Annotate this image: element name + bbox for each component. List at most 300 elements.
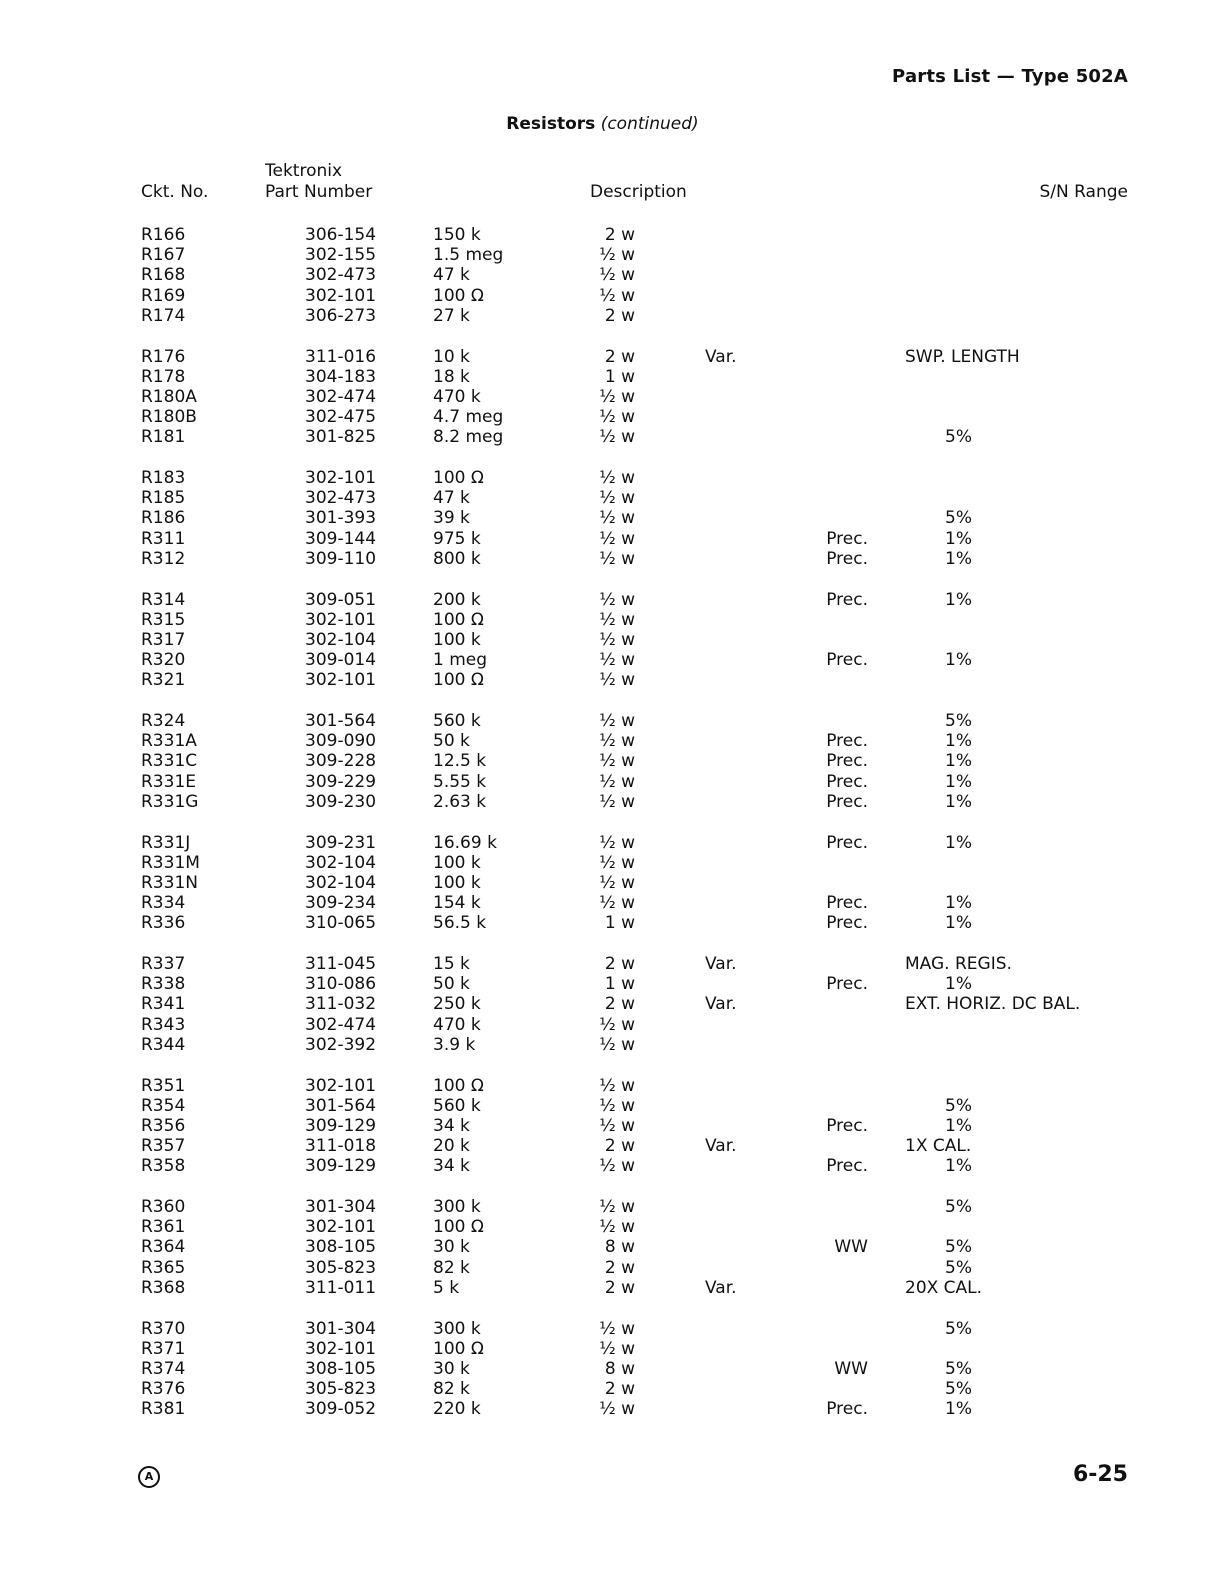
part-number: 302-101 bbox=[305, 1217, 377, 1238]
resistance-value: 18 k bbox=[433, 366, 470, 387]
tolerance: 5% bbox=[945, 1379, 972, 1400]
part-number: 306-273 bbox=[305, 305, 377, 326]
ckt-number: R331A bbox=[141, 731, 197, 752]
part-number: 309-014 bbox=[305, 650, 377, 671]
table-row bbox=[0, 427, 1205, 448]
ckt-number: R374 bbox=[141, 1358, 186, 1379]
ckt-number: R361 bbox=[141, 1217, 186, 1238]
section-title-main: Resistors bbox=[506, 114, 596, 134]
part-number: 302-101 bbox=[305, 609, 377, 630]
resistance-value: 100 Ω bbox=[433, 1217, 484, 1238]
part-number: 309-090 bbox=[305, 731, 377, 752]
resistance-value: 154 k bbox=[433, 893, 481, 914]
ckt-number: R358 bbox=[141, 1156, 186, 1177]
resistor-type: Prec. bbox=[826, 548, 868, 569]
resistance-value: 470 k bbox=[433, 1014, 481, 1035]
table-row bbox=[0, 306, 1205, 327]
part-number: 302-475 bbox=[305, 407, 377, 428]
tolerance: 5% bbox=[945, 1318, 972, 1339]
wattage: 2 w bbox=[604, 1257, 635, 1278]
tolerance: 1% bbox=[945, 974, 972, 995]
wattage: ½ w bbox=[599, 508, 635, 529]
part-number: 301-393 bbox=[305, 508, 377, 529]
ckt-number: R331G bbox=[141, 791, 199, 812]
ckt-number: R331J bbox=[141, 832, 191, 853]
table-row bbox=[0, 1076, 1205, 1097]
col-header-description: Description bbox=[590, 182, 687, 202]
part-number: 309-230 bbox=[305, 791, 377, 812]
tolerance: 1% bbox=[945, 528, 972, 549]
table-row bbox=[0, 853, 1205, 874]
ckt-number: R354 bbox=[141, 1095, 186, 1116]
wattage: ½ w bbox=[599, 245, 635, 266]
variable-flag: Var. bbox=[705, 1277, 737, 1298]
part-number: 301-564 bbox=[305, 1095, 377, 1116]
table-row bbox=[0, 549, 1205, 570]
wattage: 2 w bbox=[604, 305, 635, 326]
wattage: ½ w bbox=[599, 1338, 635, 1359]
part-number: 304-183 bbox=[305, 366, 377, 387]
resistor-type: Prec. bbox=[826, 832, 868, 853]
resistance-value: 30 k bbox=[433, 1237, 470, 1258]
tolerance: 1% bbox=[945, 589, 972, 610]
ckt-number: R331C bbox=[141, 751, 198, 772]
resistor-type: Prec. bbox=[826, 528, 868, 549]
ckt-number: R344 bbox=[141, 1034, 186, 1055]
table-row bbox=[0, 751, 1205, 772]
table-row bbox=[0, 508, 1205, 529]
part-number: 309-144 bbox=[305, 528, 377, 549]
resistance-value: 82 k bbox=[433, 1257, 470, 1278]
wattage: ½ w bbox=[599, 528, 635, 549]
ckt-number: R178 bbox=[141, 366, 186, 387]
part-number: 310-086 bbox=[305, 974, 377, 995]
table-row bbox=[0, 245, 1205, 266]
ckt-number: R337 bbox=[141, 954, 186, 974]
wattage: ½ w bbox=[599, 1115, 635, 1136]
wattage: ½ w bbox=[599, 751, 635, 772]
tolerance: 1% bbox=[945, 751, 972, 772]
wattage: ½ w bbox=[599, 1075, 635, 1096]
table-row bbox=[0, 286, 1205, 307]
table-row bbox=[0, 974, 1205, 995]
table-row bbox=[0, 893, 1205, 914]
wattage: ½ w bbox=[599, 650, 635, 671]
wattage: 2 w bbox=[604, 1136, 635, 1157]
resistance-value: 10 k bbox=[433, 346, 470, 367]
part-number: 301-304 bbox=[305, 1197, 377, 1217]
resistor-type: Prec. bbox=[826, 893, 868, 914]
resistance-value: 47 k bbox=[433, 488, 470, 509]
wattage: 1 w bbox=[604, 366, 635, 387]
tolerance: 1% bbox=[945, 1156, 972, 1177]
resistor-type: Prec. bbox=[826, 731, 868, 752]
ckt-number: R365 bbox=[141, 1257, 186, 1278]
ckt-number: R180B bbox=[141, 407, 197, 428]
wattage: ½ w bbox=[599, 488, 635, 509]
tolerance: 1% bbox=[945, 650, 972, 671]
table-row bbox=[0, 265, 1205, 286]
ckt-number: R356 bbox=[141, 1115, 186, 1136]
resistance-value: 100 Ω bbox=[433, 1075, 484, 1096]
table-row bbox=[0, 1339, 1205, 1360]
resistance-value: 300 k bbox=[433, 1197, 481, 1217]
table-row bbox=[0, 610, 1205, 631]
resistance-value: 100 Ω bbox=[433, 1338, 484, 1359]
wattage: 1 w bbox=[604, 913, 635, 934]
wattage: ½ w bbox=[599, 285, 635, 306]
section-title bbox=[0, 114, 1205, 134]
table-row bbox=[0, 1359, 1205, 1380]
ckt-number: R336 bbox=[141, 913, 186, 934]
part-number: 301-825 bbox=[305, 427, 377, 448]
tolerance: 1% bbox=[945, 731, 972, 752]
resistance-value: 560 k bbox=[433, 711, 481, 731]
part-number: 302-473 bbox=[305, 265, 377, 286]
resistance-value: 47 k bbox=[433, 265, 470, 286]
table-row bbox=[0, 994, 1205, 1015]
resistance-value: 100 k bbox=[433, 872, 481, 893]
resistance-value: 12.5 k bbox=[433, 751, 487, 772]
resistance-value: 100 Ω bbox=[433, 670, 484, 691]
part-number: 308-105 bbox=[305, 1237, 377, 1258]
part-number: 311-011 bbox=[305, 1277, 377, 1298]
ckt-number: R331N bbox=[141, 872, 198, 893]
table-row bbox=[0, 1096, 1205, 1117]
resistance-value: 220 k bbox=[433, 1399, 481, 1420]
part-number: 301-304 bbox=[305, 1318, 377, 1339]
table-row bbox=[0, 772, 1205, 793]
function-note: MAG. REGIS. bbox=[905, 954, 1012, 974]
variable-flag: Var. bbox=[705, 954, 737, 974]
tolerance: 5% bbox=[945, 1237, 972, 1258]
wattage: ½ w bbox=[599, 548, 635, 569]
tolerance: 1% bbox=[945, 548, 972, 569]
part-number: 309-051 bbox=[305, 589, 377, 610]
part-number: 302-473 bbox=[305, 488, 377, 509]
wattage: 2 w bbox=[604, 225, 635, 245]
table-row bbox=[0, 792, 1205, 813]
part-number: 302-101 bbox=[305, 1075, 377, 1096]
ckt-number: R331M bbox=[141, 852, 200, 873]
wattage: 1 w bbox=[604, 974, 635, 995]
resistance-value: 39 k bbox=[433, 508, 470, 529]
tolerance: 1% bbox=[945, 893, 972, 914]
resistance-value: 27 k bbox=[433, 305, 470, 326]
part-number: 309-110 bbox=[305, 548, 377, 569]
table-row bbox=[0, 1116, 1205, 1137]
part-number: 301-564 bbox=[305, 711, 377, 731]
tolerance: 1% bbox=[945, 1399, 972, 1420]
resistor-type: Prec. bbox=[826, 1115, 868, 1136]
tolerance: 1% bbox=[945, 1115, 972, 1136]
ckt-number: R174 bbox=[141, 305, 186, 326]
part-number: 309-231 bbox=[305, 832, 377, 853]
resistor-type: WW bbox=[834, 1358, 868, 1379]
wattage: ½ w bbox=[599, 711, 635, 731]
tolerance: 5% bbox=[945, 1257, 972, 1278]
ckt-number: R315 bbox=[141, 609, 186, 630]
tolerance: 1% bbox=[945, 771, 972, 792]
part-number: 302-101 bbox=[305, 285, 377, 306]
col-header-ckt-no: Ckt. No. bbox=[141, 182, 209, 202]
resistance-value: 50 k bbox=[433, 731, 470, 752]
wattage: 2 w bbox=[604, 346, 635, 367]
variable-flag: Var. bbox=[705, 1136, 737, 1157]
wattage: ½ w bbox=[599, 386, 635, 407]
running-header: Parts List — Type 502A bbox=[892, 66, 1128, 87]
wattage: ½ w bbox=[599, 1095, 635, 1116]
table-row bbox=[0, 954, 1205, 975]
table-row bbox=[0, 529, 1205, 550]
ckt-number: R357 bbox=[141, 1136, 186, 1157]
wattage: 8 w bbox=[604, 1237, 635, 1258]
resistor-type: Prec. bbox=[826, 771, 868, 792]
wattage: ½ w bbox=[599, 1034, 635, 1055]
part-number: 311-045 bbox=[305, 954, 377, 974]
table-row bbox=[0, 1399, 1205, 1420]
part-number: 311-032 bbox=[305, 994, 377, 1015]
part-number: 302-474 bbox=[305, 1014, 377, 1035]
table-row bbox=[0, 913, 1205, 934]
wattage: ½ w bbox=[599, 731, 635, 752]
wattage: 2 w bbox=[604, 1379, 635, 1400]
resistance-value: 470 k bbox=[433, 386, 481, 407]
table-row bbox=[0, 1015, 1205, 1036]
resistance-value: 4.7 meg bbox=[433, 407, 504, 428]
table-row bbox=[0, 1035, 1205, 1056]
wattage: ½ w bbox=[599, 609, 635, 630]
wattage: 2 w bbox=[604, 954, 635, 974]
wattage: ½ w bbox=[599, 629, 635, 650]
ckt-number: R186 bbox=[141, 508, 186, 529]
part-number: 309-129 bbox=[305, 1115, 377, 1136]
part-number: 309-234 bbox=[305, 893, 377, 914]
wattage: ½ w bbox=[599, 872, 635, 893]
part-number: 306-154 bbox=[305, 225, 377, 245]
resistance-value: 100 Ω bbox=[433, 285, 484, 306]
col-header-part-line1: Tektronix bbox=[265, 161, 343, 181]
wattage: ½ w bbox=[599, 791, 635, 812]
wattage: 8 w bbox=[604, 1358, 635, 1379]
tolerance: 5% bbox=[945, 1197, 972, 1217]
resistor-type: Prec. bbox=[826, 751, 868, 772]
ckt-number: R331E bbox=[141, 771, 197, 792]
part-number: 309-052 bbox=[305, 1399, 377, 1420]
ckt-number: R338 bbox=[141, 974, 186, 995]
ckt-number: R368 bbox=[141, 1277, 186, 1298]
wattage: 2 w bbox=[604, 1277, 635, 1298]
resistor-type: WW bbox=[834, 1237, 868, 1258]
table-row bbox=[0, 630, 1205, 651]
part-number: 305-823 bbox=[305, 1257, 377, 1278]
table-row bbox=[0, 387, 1205, 408]
ckt-number: R181 bbox=[141, 427, 186, 448]
wattage: ½ w bbox=[599, 265, 635, 286]
ckt-number: R317 bbox=[141, 629, 186, 650]
part-number: 305-823 bbox=[305, 1379, 377, 1400]
resistance-value: 800 k bbox=[433, 548, 481, 569]
table-row bbox=[0, 468, 1205, 489]
part-number: 302-101 bbox=[305, 1338, 377, 1359]
resistor-type: Prec. bbox=[826, 974, 868, 995]
part-number: 311-016 bbox=[305, 346, 377, 367]
table-row bbox=[0, 1278, 1205, 1299]
ckt-number: R376 bbox=[141, 1379, 186, 1400]
ckt-number: R185 bbox=[141, 488, 186, 509]
wattage: 2 w bbox=[604, 994, 635, 1015]
ckt-number: R343 bbox=[141, 1014, 186, 1035]
resistance-value: 2.63 k bbox=[433, 791, 487, 812]
ckt-number: R176 bbox=[141, 346, 186, 367]
table-row bbox=[0, 367, 1205, 388]
wattage: ½ w bbox=[599, 1014, 635, 1035]
wattage: ½ w bbox=[599, 670, 635, 691]
resistance-value: 975 k bbox=[433, 528, 481, 549]
ckt-number: R371 bbox=[141, 1338, 186, 1359]
resistance-value: 82 k bbox=[433, 1379, 470, 1400]
wattage: ½ w bbox=[599, 407, 635, 428]
resistance-value: 250 k bbox=[433, 994, 481, 1015]
resistance-value: 100 Ω bbox=[433, 468, 484, 488]
variable-flag: Var. bbox=[705, 346, 737, 367]
variable-flag: Var. bbox=[705, 994, 737, 1015]
table-row bbox=[0, 590, 1205, 611]
wattage: ½ w bbox=[599, 468, 635, 488]
table-row bbox=[0, 1197, 1205, 1218]
wattage: ½ w bbox=[599, 1197, 635, 1217]
resistance-value: 100 Ω bbox=[433, 609, 484, 630]
ckt-number: R312 bbox=[141, 548, 186, 569]
resistance-value: 200 k bbox=[433, 589, 481, 610]
table-row bbox=[0, 225, 1205, 246]
ckt-number: R324 bbox=[141, 711, 186, 731]
part-number: 308-105 bbox=[305, 1358, 377, 1379]
tolerance: 5% bbox=[945, 427, 972, 448]
resistor-type: Prec. bbox=[826, 1156, 868, 1177]
table-row bbox=[0, 347, 1205, 368]
wattage: ½ w bbox=[599, 832, 635, 853]
resistance-value: 150 k bbox=[433, 225, 481, 245]
resistance-value: 30 k bbox=[433, 1358, 470, 1379]
resistance-value: 5.55 k bbox=[433, 771, 487, 792]
wattage: ½ w bbox=[599, 1318, 635, 1339]
part-number: 302-101 bbox=[305, 670, 377, 691]
ckt-number: R351 bbox=[141, 1075, 186, 1096]
table-row bbox=[0, 1136, 1205, 1157]
resistor-type: Prec. bbox=[826, 1399, 868, 1420]
resistance-value: 56.5 k bbox=[433, 913, 487, 934]
tolerance: 5% bbox=[945, 1095, 972, 1116]
table-row bbox=[0, 670, 1205, 691]
part-number: 302-474 bbox=[305, 386, 377, 407]
resistance-value: 34 k bbox=[433, 1115, 470, 1136]
resistor-type: Prec. bbox=[826, 589, 868, 610]
tolerance: 1% bbox=[945, 913, 972, 934]
col-header-part-line2: Part Number bbox=[265, 182, 373, 202]
table-row bbox=[0, 1156, 1205, 1177]
function-note: EXT. HORIZ. DC BAL. bbox=[905, 994, 1081, 1015]
part-number: 309-229 bbox=[305, 771, 377, 792]
ckt-number: R311 bbox=[141, 528, 186, 549]
resistance-value: 8.2 meg bbox=[433, 427, 504, 448]
function-note: 1X CAL. bbox=[905, 1136, 972, 1157]
tolerance: 5% bbox=[945, 711, 972, 731]
ckt-number: R183 bbox=[141, 468, 186, 488]
function-note: 20X CAL. bbox=[905, 1277, 983, 1298]
part-number: 302-155 bbox=[305, 245, 377, 266]
resistor-type: Prec. bbox=[826, 913, 868, 934]
ckt-number: R168 bbox=[141, 265, 186, 286]
ckt-number: R360 bbox=[141, 1197, 186, 1217]
part-number: 309-129 bbox=[305, 1156, 377, 1177]
tolerance: 1% bbox=[945, 791, 972, 812]
ckt-number: R320 bbox=[141, 650, 186, 671]
resistance-value: 16.69 k bbox=[433, 832, 497, 853]
part-number: 302-101 bbox=[305, 468, 377, 488]
tolerance: 5% bbox=[945, 1358, 972, 1379]
table-row bbox=[0, 1258, 1205, 1279]
wattage: ½ w bbox=[599, 1156, 635, 1177]
table-row bbox=[0, 1237, 1205, 1258]
wattage: ½ w bbox=[599, 427, 635, 448]
table-row bbox=[0, 650, 1205, 671]
table-row bbox=[0, 1217, 1205, 1238]
table-row bbox=[0, 731, 1205, 752]
table-row bbox=[0, 1379, 1205, 1400]
resistance-value: 1 meg bbox=[433, 650, 488, 671]
ckt-number: R167 bbox=[141, 245, 186, 266]
section-title-sub: (continued) bbox=[600, 114, 699, 134]
wattage: ½ w bbox=[599, 1217, 635, 1238]
resistor-type: Prec. bbox=[826, 650, 868, 671]
resistance-value: 100 k bbox=[433, 629, 481, 650]
wattage: ½ w bbox=[599, 771, 635, 792]
ckt-number: R166 bbox=[141, 225, 186, 245]
part-number: 302-104 bbox=[305, 872, 377, 893]
resistance-value: 3.9 k bbox=[433, 1034, 476, 1055]
resistance-value: 34 k bbox=[433, 1156, 470, 1177]
ckt-number: R180A bbox=[141, 386, 197, 407]
ckt-number: R314 bbox=[141, 589, 186, 610]
part-number: 310-065 bbox=[305, 913, 377, 934]
resistance-value: 300 k bbox=[433, 1318, 481, 1339]
resistance-value: 20 k bbox=[433, 1136, 470, 1157]
resistance-value: 100 k bbox=[433, 852, 481, 873]
resistor-type: Prec. bbox=[826, 791, 868, 812]
part-number: 302-104 bbox=[305, 852, 377, 873]
part-number: 311-018 bbox=[305, 1136, 377, 1157]
col-header-sn-range: S/N Range bbox=[1039, 182, 1128, 202]
tolerance: 5% bbox=[945, 508, 972, 529]
wattage: ½ w bbox=[599, 1399, 635, 1420]
part-number: 302-392 bbox=[305, 1034, 377, 1055]
resistance-value: 1.5 meg bbox=[433, 245, 504, 266]
table-row bbox=[0, 488, 1205, 509]
wattage: ½ w bbox=[599, 893, 635, 914]
resistance-value: 15 k bbox=[433, 954, 470, 974]
resistance-value: 560 k bbox=[433, 1095, 481, 1116]
ckt-number: R334 bbox=[141, 893, 186, 914]
ckt-number: R341 bbox=[141, 994, 186, 1015]
ckt-number: R169 bbox=[141, 285, 186, 306]
table-row bbox=[0, 873, 1205, 894]
table-row bbox=[0, 1319, 1205, 1340]
ckt-number: R364 bbox=[141, 1237, 186, 1258]
ckt-number: R370 bbox=[141, 1318, 186, 1339]
table-row bbox=[0, 407, 1205, 428]
resistance-value: 5 k bbox=[433, 1277, 460, 1298]
